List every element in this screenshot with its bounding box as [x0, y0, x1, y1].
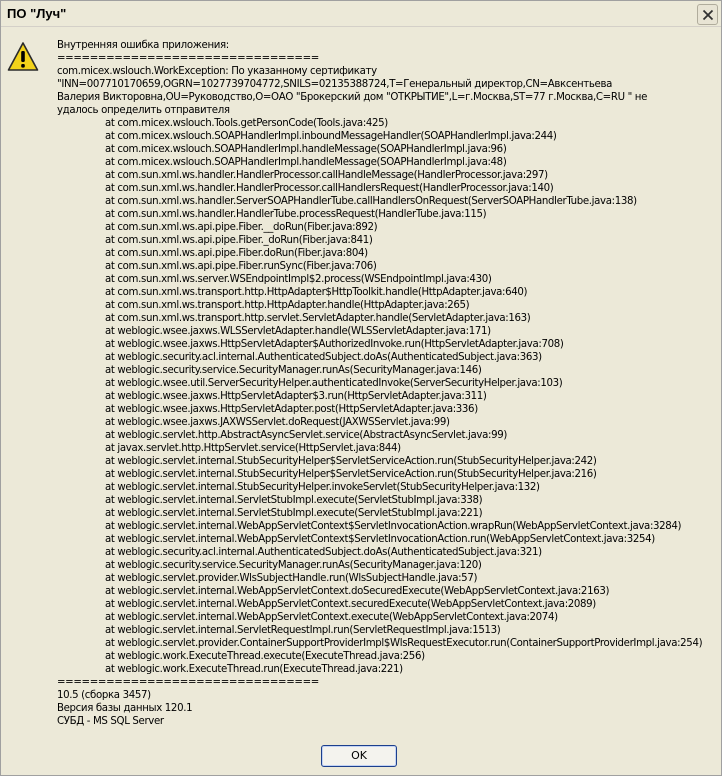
- stack-line: at weblogic.servlet.internal.WebAppServletContext.doSecuredExecute(WebAppServletContext.java:2163): [105, 586, 610, 597]
- stack-line: at weblogic.servlet.internal.WebAppServletContext$ServletInvocationAction.wrapRun(WebAppServletContext.java:3284): [105, 521, 682, 532]
- stack-line: at com.sun.xml.ws.transport.http.servlet.ServletAdapter.handle(ServletAdapter.java:163): [105, 313, 531, 324]
- window-title: ПО "Луч": [7, 6, 67, 21]
- stack-line: at com.sun.xml.ws.server.WSEndpointImpl$2.process(WSEndpointImpl.java:430): [105, 274, 492, 285]
- stack-line: at com.micex.wslouch.Tools.getPersonCode(Tools.java:425): [105, 118, 388, 129]
- error-message: [57, 39, 719, 728]
- close-icon: [702, 9, 714, 21]
- title-bar[interactable]: [1, 1, 721, 27]
- stack-line: at weblogic.work.ExecuteThread.run(ExecuteThread.java:221): [105, 664, 403, 675]
- stack-line: at com.sun.xml.ws.api.pipe.Fiber._doRun(Fiber.java:841): [105, 235, 373, 246]
- close-button[interactable]: [697, 4, 718, 25]
- stack-line: at weblogic.wsee.jaxws.HttpServletAdapter$3.run(HttpServletAdapter.java:311): [105, 391, 487, 402]
- dbms-text: СУБД - MS SQL Server: [57, 716, 164, 727]
- stack-line: at weblogic.servlet.internal.StubSecurityHelper$ServletServiceAction.run(StubSecurityHelper.java:242): [105, 456, 597, 467]
- stack-line: at weblogic.wsee.util.ServerSecurityHelper.authenticatedInvoke(ServerSecurityHelper.java:103): [105, 378, 563, 389]
- stack-line: at weblogic.security.acl.internal.AuthenticatedSubject.doAs(AuthenticatedSubject.java:321): [105, 547, 542, 558]
- version-text: 10.5 (сборка 3457): [57, 690, 151, 701]
- stack-line: at weblogic.servlet.internal.StubSecurityHelper$ServletServiceAction.run(StubSecurityHelper.java:216): [105, 469, 597, 480]
- stack-line: at com.sun.xml.ws.api.pipe.Fiber.doRun(Fiber.java:804): [105, 248, 368, 259]
- separator-bottom: ================================: [57, 677, 319, 688]
- stack-line: at weblogic.servlet.internal.ServletStubImpl.execute(ServletStubImpl.java:221): [105, 508, 483, 519]
- stack-line: at weblogic.servlet.internal.WebAppServletContext.execute(WebAppServletContext.java:2074): [105, 612, 558, 623]
- db-version-text: Версия базы данных 120.1: [57, 703, 193, 714]
- stack-line: at weblogic.servlet.http.AbstractAsyncServlet.service(AbstractAsyncServlet.java:99): [105, 430, 507, 441]
- stack-line: at weblogic.servlet.internal.ServletStubImpl.execute(ServletStubImpl.java:338): [105, 495, 483, 506]
- stack-line: at weblogic.servlet.internal.WebAppServletContext$ServletInvocationAction.run(WebAppServletContext.java:3254): [105, 534, 655, 545]
- ok-button[interactable]: OK: [321, 745, 397, 767]
- stack-line: at weblogic.work.ExecuteThread.execute(ExecuteThread.java:256): [105, 651, 425, 662]
- stack-line: at weblogic.wsee.jaxws.JAXWSServlet.doRequest(JAXWSServlet.java:99): [105, 417, 450, 428]
- stack-line: at com.micex.wslouch.SOAPHandlerImpl.inboundMessageHandler(SOAPHandlerImpl.java:244): [105, 131, 557, 142]
- separator-top: ================================: [57, 53, 319, 64]
- stack-line: at com.micex.wslouch.SOAPHandlerImpl.handleMessage(SOAPHandlerImpl.java:96): [105, 144, 507, 155]
- warning-icon: [7, 41, 39, 73]
- stack-line: at com.sun.xml.ws.transport.http.HttpAdapter$HttpToolkit.handle(HttpAdapter.java:640): [105, 287, 528, 298]
- stack-line: at com.sun.xml.ws.handler.HandlerProcessor.callHandlersRequest(HandlerProcessor.java:140): [105, 183, 554, 194]
- stack-line: at weblogic.wsee.jaxws.HttpServletAdapter.post(HttpServletAdapter.java:336): [105, 404, 478, 415]
- stack-line: at weblogic.security.acl.internal.AuthenticatedSubject.doAs(AuthenticatedSubject.java:363): [105, 352, 542, 363]
- stack-line: at weblogic.servlet.internal.WebAppServletContext.securedExecute(WebAppServletContext.java:2089): [105, 599, 596, 610]
- stack-line: at com.sun.xml.ws.api.pipe.Fiber.runSync(Fiber.java:706): [105, 261, 377, 272]
- error-heading: Внутренняя ошибка приложения:: [57, 40, 229, 51]
- stack-line: at com.sun.xml.ws.handler.HandlerTube.processRequest(HandlerTube.java:115): [105, 209, 487, 220]
- stack-line: at com.sun.xml.ws.handler.ServerSOAPHandlerTube.callHandlersOnRequest(ServerSOAPHandlerTube.java:138): [105, 196, 637, 207]
- stack-line: at weblogic.servlet.provider.WlsSubjectHandle.run(WlsSubjectHandle.java:57): [105, 573, 478, 584]
- stack-line: at weblogic.servlet.internal.StubSecurityHelper.invokeServlet(StubSecurityHelper.java:132): [105, 482, 540, 493]
- stack-line: at weblogic.servlet.internal.ServletRequestImpl.run(ServletRequestImpl.java:1513): [105, 625, 501, 636]
- stack-line: at com.sun.xml.ws.handler.HandlerProcessor.callHandleMessage(HandlerProcessor.java:297): [105, 170, 548, 181]
- exception-text: com.micex.wslouch.WorkException: По указанному сертификату "INN=007710170659,OGRN=1027739704772,SNILS=02135388724,T=Генеральный директор,CN=Авксентьева Валерия Викторовна,OU=Руководство,O=ОАО "Брокерский дом "ОТКРЫТИЕ",L=г.Москва,ST=77 г.Москва,C=RU " не удалось определить отправителя: [57, 66, 648, 116]
- stack-line: at com.micex.wslouch.SOAPHandlerImpl.handleMessage(SOAPHandlerImpl.java:48): [105, 157, 507, 168]
- stack-line: at javax.servlet.http.HttpServlet.service(HttpServlet.java:844): [105, 443, 401, 454]
- stack-line: at weblogic.security.service.SecurityManager.runAs(SecurityManager.java:120): [105, 560, 482, 571]
- stack-line: at weblogic.wsee.jaxws.WLSServletAdapter.handle(WLSServletAdapter.java:171): [105, 326, 491, 337]
- stack-line: at com.sun.xml.ws.transport.http.HttpAdapter.handle(HttpAdapter.java:265): [105, 300, 470, 311]
- stack-trace: [57, 117, 719, 676]
- stack-line: at com.sun.xml.ws.api.pipe.Fiber.__doRun(Fiber.java:892): [105, 222, 378, 233]
- stack-line: at weblogic.servlet.provider.ContainerSupportProviderImpl$WlsRequestExecutor.run(ContainerSupportProviderImpl.java:254): [105, 638, 703, 649]
- stack-line: at weblogic.security.service.SecurityManager.runAs(SecurityManager.java:146): [105, 365, 482, 376]
- stack-line: at weblogic.wsee.jaxws.HttpServletAdapter$AuthorizedInvoke.run(HttpServletAdapter.java:708): [105, 339, 564, 350]
